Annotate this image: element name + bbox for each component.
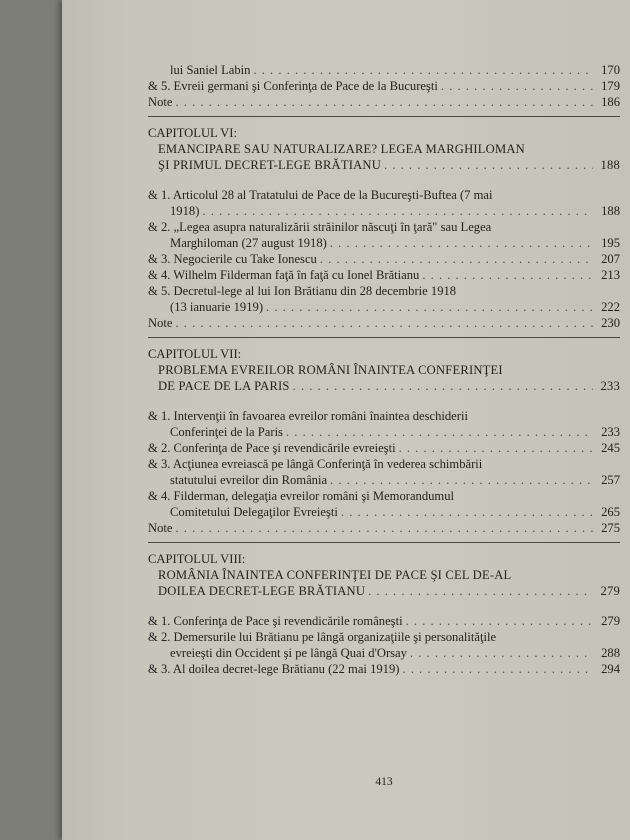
dot-leader bbox=[175, 315, 593, 331]
toc-page-number: 288 bbox=[601, 646, 620, 660]
divider bbox=[148, 542, 620, 543]
toc-entry bbox=[148, 472, 620, 488]
dot-leader bbox=[406, 613, 593, 629]
toc-page-number: 279 bbox=[601, 614, 620, 628]
divider bbox=[148, 116, 620, 117]
dot-leader bbox=[320, 251, 593, 267]
toc-entry bbox=[148, 235, 620, 251]
dot-leader bbox=[399, 440, 593, 456]
toc-entry-text: & 2. „Legea asupra naturalizării străinilor născuţi în ţară" sau Legea bbox=[148, 220, 492, 234]
toc-entry-text: & 3. Al doilea decret-lege Brătianu (22 mai 1919) bbox=[148, 662, 400, 676]
toc-page-number: 275 bbox=[601, 521, 620, 535]
toc-entry-text: & 3. Negocierile cu Take Ionescu bbox=[148, 252, 317, 266]
toc-entry bbox=[148, 645, 620, 661]
chapter-label: CAPITOLUL VIII: bbox=[148, 552, 246, 566]
book-page bbox=[62, 0, 630, 840]
toc-entry-text: evreieşti din Occident şi pe lângă Quai d'Orsay bbox=[170, 646, 407, 660]
toc-entry-text: Marghiloman (27 august 1918) bbox=[170, 236, 327, 250]
dot-leader bbox=[402, 661, 593, 677]
chapter-title: DE PACE DE LA PARIS bbox=[158, 379, 290, 393]
chapter-title-row bbox=[148, 378, 620, 394]
divider bbox=[148, 337, 620, 338]
toc-entry-text: & 5. Decretul-lege al lui Ion Brătianu din 28 decembrie 1918 bbox=[148, 284, 457, 298]
toc-entry-text: 1918) bbox=[170, 204, 200, 218]
dot-leader bbox=[286, 424, 593, 440]
toc-page-number: 265 bbox=[601, 505, 620, 519]
toc-entry-text: Note bbox=[148, 521, 173, 535]
chapter-title: PROBLEMA EVREILOR ROMÂNI ÎNAINTEA CONFERINŢEI bbox=[158, 363, 503, 377]
toc-entry-text: Comitetului Delegaţilor Evreieşti bbox=[170, 505, 338, 519]
dot-leader bbox=[202, 203, 593, 219]
dot-leader bbox=[422, 267, 593, 283]
toc-entry bbox=[148, 203, 620, 219]
toc-entry-text: & 4. Filderman, delegaţia evreilor români şi Memorandumul bbox=[148, 489, 455, 503]
dot-leader bbox=[341, 504, 593, 520]
toc-entry bbox=[148, 78, 620, 94]
chapter-title-row bbox=[148, 157, 620, 173]
toc-entry-text: statutului evreilor din România bbox=[170, 473, 328, 487]
toc-entry-text: Note bbox=[148, 95, 173, 109]
toc-entry bbox=[148, 267, 620, 283]
toc-entry bbox=[148, 94, 620, 110]
toc-entry bbox=[148, 440, 620, 456]
toc-entry-text: & 1. Articolul 28 al Tratatului de Pace de la Bucureşti-Buftea (7 mai bbox=[148, 188, 493, 202]
toc-page-number: 233 bbox=[601, 425, 620, 439]
dot-leader bbox=[253, 62, 593, 78]
dot-leader bbox=[175, 520, 593, 536]
toc-entry-text: & 5. Evreii germani şi Conferinţa de Pace de la Bucureşti bbox=[148, 79, 438, 93]
dot-leader bbox=[175, 94, 593, 110]
toc-entry bbox=[148, 251, 620, 267]
toc-entry bbox=[148, 661, 620, 677]
chapter-title: DOILEA DECRET-LEGE BRĂTIANU bbox=[158, 584, 366, 598]
dot-leader bbox=[384, 157, 593, 173]
toc-page-number: 179 bbox=[601, 79, 620, 93]
toc-page-number: 279 bbox=[600, 584, 620, 598]
toc-entry bbox=[148, 315, 620, 331]
chapter-label: CAPITOLUL VII: bbox=[148, 347, 242, 361]
dot-leader bbox=[293, 378, 593, 394]
chapter-label: CAPITOLUL VI: bbox=[148, 126, 237, 140]
toc-entry-text: & 2. Demersurile lui Brătianu pe lângă organizaţiile şi personalităţile bbox=[148, 630, 497, 644]
toc-entry-text: Conferinţei de la Paris bbox=[170, 425, 283, 439]
toc-page-number: 207 bbox=[601, 252, 620, 266]
toc-entry bbox=[148, 62, 620, 78]
toc-page-number: 188 bbox=[600, 158, 620, 172]
toc-page-number: 233 bbox=[600, 379, 620, 393]
toc-page-number: 257 bbox=[601, 473, 620, 487]
toc-entry bbox=[148, 424, 620, 440]
toc-entry-text: & 3. Acţiunea evreiască pe lângă Conferinţă în vederea schimbării bbox=[148, 457, 483, 471]
toc-page-number: 245 bbox=[601, 441, 620, 455]
toc-page-number: 222 bbox=[601, 300, 620, 314]
toc-page-number: 195 bbox=[601, 236, 620, 250]
dot-leader bbox=[330, 235, 593, 251]
toc-entry-text: & 1. Conferinţa de Pace şi revendicările româneşti bbox=[148, 614, 403, 628]
page-number: 413 bbox=[375, 776, 393, 788]
toc-entry-text: lui Saniel Labin bbox=[170, 63, 251, 77]
toc-entry bbox=[148, 613, 620, 629]
toc-entry-text: (13 ianuarie 1919) bbox=[170, 300, 264, 314]
toc-entry-text: & 1. Intervenţii în favoarea evreilor români înaintea deschiderii bbox=[148, 409, 468, 423]
chapter-title: ROMÂNIA ÎNAINTEA CONFERINŢEI DE PACE ŞI CEL DE-AL bbox=[158, 568, 512, 582]
dot-leader bbox=[410, 645, 593, 661]
toc-page-number: 294 bbox=[601, 662, 620, 676]
toc-entry bbox=[148, 520, 620, 536]
toc-entry bbox=[148, 504, 620, 520]
toc-entry bbox=[148, 299, 620, 315]
toc-page-number: 213 bbox=[601, 268, 620, 282]
chapter-title: EMANCIPARE SAU NATURALIZARE? LEGEA MARGHILOMAN bbox=[158, 142, 525, 156]
dot-leader bbox=[368, 583, 593, 599]
toc-entry-text: & 2. Conferinţa de Pace şi revendicările evreieşti bbox=[148, 441, 396, 455]
toc-page-number: 188 bbox=[601, 204, 620, 218]
toc-page-number: 186 bbox=[601, 95, 620, 109]
dot-leader bbox=[330, 472, 593, 488]
toc-entry-text: & 4. Wilhelm Filderman faţă în faţă cu Ionel Brătianu bbox=[148, 268, 420, 282]
chapter-title: ŞI PRIMUL DECRET-LEGE BRĂTIANU bbox=[158, 158, 382, 172]
toc-page-number: 230 bbox=[601, 316, 620, 330]
dot-leader bbox=[266, 299, 593, 315]
dot-leader bbox=[441, 78, 593, 94]
chapter-title-row bbox=[148, 583, 620, 599]
toc-page-number: 170 bbox=[601, 63, 620, 77]
table-of-contents bbox=[148, 62, 620, 788]
toc-entry-text: Note bbox=[148, 316, 173, 330]
